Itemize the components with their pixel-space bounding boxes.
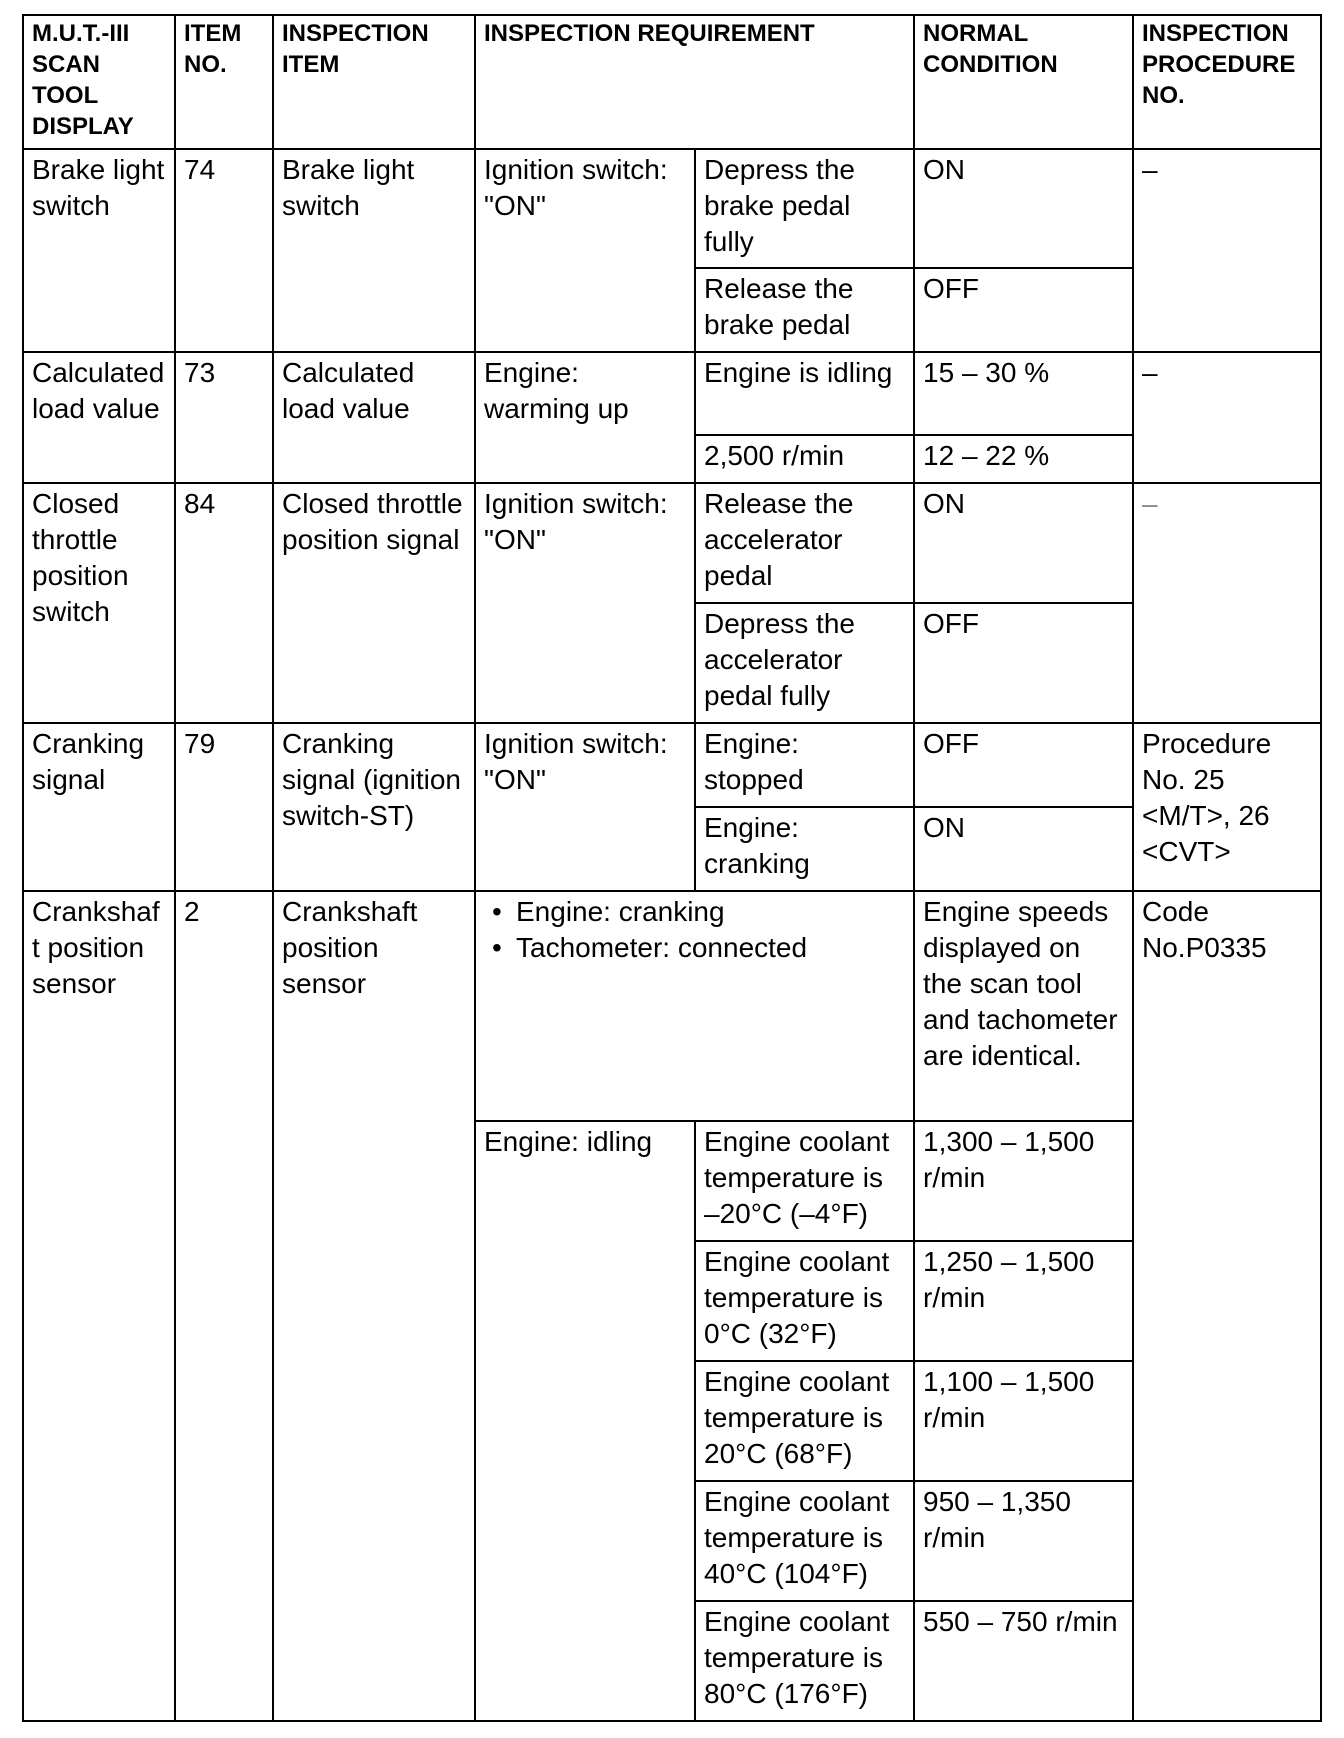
crankshaft-condition: Engine coolant temperature is 20°C (68°F) <box>695 1361 914 1481</box>
cranking-item: Cranking signal (ignition switch-ST) <box>273 723 475 891</box>
brake-condition: Release the brake pedal <box>695 268 914 352</box>
load-requirement: Engine: warming up <box>475 352 695 483</box>
crankshaft-normal: 1,300 – 1,500 r/min <box>914 1121 1133 1241</box>
crankshaft-item: Crankshaft position sensor <box>273 891 475 1721</box>
load-normal: 15 – 30 % <box>914 352 1133 435</box>
crankshaft-bullet-normal: Engine speeds displayed on the scan tool and tachometer are identical. <box>914 891 1133 1121</box>
brake-condition: Depress the brake pedal fully <box>695 149 914 268</box>
table-row <box>23 149 1321 268</box>
load-condition: 2,500 r/min <box>695 435 914 483</box>
crankshaft-normal: 950 – 1,350 r/min <box>914 1481 1133 1601</box>
header-procedure: INSPECTION PROCEDURE NO. <box>1133 15 1321 149</box>
brake-requirement: Ignition switch: "ON" <box>475 149 695 352</box>
throttle-item-no: 84 <box>175 483 273 723</box>
table-row <box>23 891 1321 1121</box>
crankshaft-normal: 1,100 – 1,500 r/min <box>914 1361 1133 1481</box>
crankshaft-condition: Engine coolant temperature is –20°C (–4°F) <box>695 1121 914 1241</box>
throttle-condition: Release the accelerator pedal <box>695 483 914 603</box>
load-procedure: – <box>1133 352 1321 483</box>
header-row <box>23 15 1321 149</box>
header-item-no: ITEM NO. <box>175 15 273 149</box>
throttle-normal: ON <box>914 483 1133 603</box>
throttle-requirement: Ignition switch: "ON" <box>475 483 695 723</box>
crankshaft-item-no: 2 <box>175 891 273 1721</box>
cranking-display: Cranking signal <box>23 723 175 891</box>
table-row <box>23 483 1321 603</box>
inspection-table <box>22 14 1322 1722</box>
crankshaft-normal: 550 – 750 r/min <box>914 1601 1133 1721</box>
table-row <box>23 723 1321 807</box>
throttle-display: Closed throttle position switch <box>23 483 175 723</box>
load-display: Calculated load value <box>23 352 175 483</box>
list-item: • Tachometer: connected <box>484 930 905 966</box>
load-condition: Engine is idling <box>695 352 914 435</box>
crankshaft-condition: Engine coolant temperature is 40°C (104°F) <box>695 1481 914 1601</box>
crankshaft-normal: 1,250 – 1,500 r/min <box>914 1241 1133 1361</box>
header-requirement: INSPECTION REQUIREMENT <box>475 15 914 149</box>
throttle-condition: Depress the accelerator pedal fully <box>695 603 914 723</box>
load-item-no: 73 <box>175 352 273 483</box>
brake-normal: ON <box>914 149 1133 268</box>
crankshaft-bullet-requirement <box>475 891 914 1121</box>
header-inspection-item: INSPECTION ITEM <box>273 15 475 149</box>
table-row <box>23 352 1321 435</box>
brake-normal: OFF <box>914 268 1133 352</box>
header-display: M.U.T.-III SCAN TOOL DISPLAY <box>23 15 175 149</box>
crankshaft-condition: Engine coolant temperature is 80°C (176°F) <box>695 1601 914 1721</box>
crankshaft-procedure: Code No.P0335 <box>1133 891 1321 1721</box>
load-item: Calculated load value <box>273 352 475 483</box>
cranking-normal: OFF <box>914 723 1133 807</box>
crankshaft-idle-requirement: Engine: idling <box>475 1121 695 1721</box>
crankshaft-condition: Engine coolant temperature is 0°C (32°F) <box>695 1241 914 1361</box>
crankshaft-display: Crankshaft position sensor <box>23 891 175 1721</box>
list-item: • Engine: cranking <box>484 894 905 930</box>
brake-item: Brake light switch <box>273 149 475 352</box>
brake-item-no: 74 <box>175 149 273 352</box>
cranking-procedure: Procedure No. 25 <M/T>, 26 <CVT> <box>1133 723 1321 891</box>
cranking-condition: Engine: cranking <box>695 807 914 891</box>
cranking-condition: Engine: stopped <box>695 723 914 807</box>
load-normal: 12 – 22 % <box>914 435 1133 483</box>
throttle-normal: OFF <box>914 603 1133 723</box>
throttle-procedure: – <box>1133 483 1321 723</box>
header-normal-condition: NORMAL CONDITION <box>914 15 1133 149</box>
cranking-normal: ON <box>914 807 1133 891</box>
brake-display: Brake light switch <box>23 149 175 352</box>
cranking-requirement: Ignition switch: "ON" <box>475 723 695 891</box>
throttle-item: Closed throttle position signal <box>273 483 475 723</box>
brake-procedure: – <box>1133 149 1321 352</box>
requirement-bullet-list <box>484 894 905 966</box>
cranking-item-no: 79 <box>175 723 273 891</box>
